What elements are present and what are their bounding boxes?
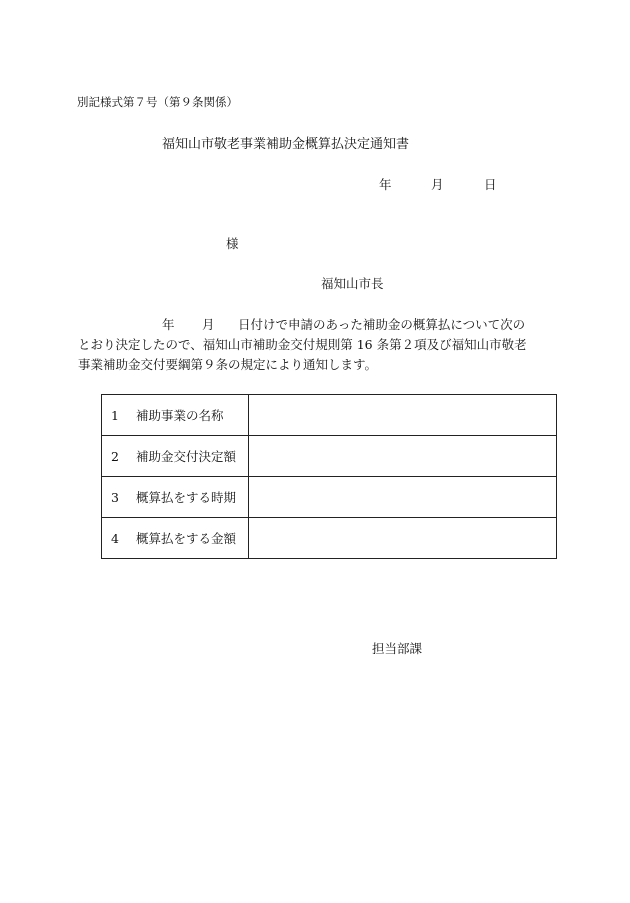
row-label-cell — [102, 518, 249, 559]
table-row — [102, 477, 557, 518]
info-table — [101, 394, 557, 559]
payment-amount-field[interactable] — [249, 518, 557, 559]
payment-timing-field[interactable] — [249, 477, 557, 518]
body-year-label: 年 — [162, 317, 175, 332]
row-number: 3 — [111, 490, 119, 505]
addressee-honorific: 様 — [226, 236, 239, 251]
row-number: 2 — [111, 449, 119, 464]
date-month-label: 月 — [431, 177, 444, 192]
row-label: 補助事業の名称 — [136, 408, 224, 423]
table-row — [102, 518, 557, 559]
form-number: 別記様式第７号（第９条関係） — [77, 95, 238, 109]
body-month-label: 月 — [202, 317, 215, 332]
department-label: 担当部課 — [372, 641, 423, 656]
date-year-label: 年 — [379, 177, 392, 192]
document-title: 福知山市敬老事業補助金概算払決定通知書 — [162, 137, 410, 152]
row-label: 概算払をする時期 — [136, 490, 237, 505]
body-line-3: 事業補助金交付要綱第９条の規定により通知します。 — [78, 357, 378, 372]
issuer-name: 福知山市長 — [321, 276, 384, 291]
row-number: 1 — [111, 408, 119, 423]
row-label: 補助金交付決定額 — [136, 449, 237, 464]
table-row — [102, 395, 557, 436]
body-line-1-text: 日付けで申請のあった補助金の概算払について次の — [238, 317, 526, 332]
row-label-cell — [102, 395, 249, 436]
body-line-2: とおり決定したので、福知山市補助金交付規則第 16 条第２項及び福知山市敬老 — [78, 337, 527, 352]
table-row — [102, 436, 557, 477]
row-label-cell — [102, 477, 249, 518]
row-label: 概算払をする金額 — [136, 531, 237, 546]
grant-amount-field[interactable] — [249, 436, 557, 477]
row-number: 4 — [111, 531, 119, 546]
row-label-cell — [102, 436, 249, 477]
business-name-field[interactable] — [249, 395, 557, 436]
date-day-label: 日 — [484, 177, 497, 192]
